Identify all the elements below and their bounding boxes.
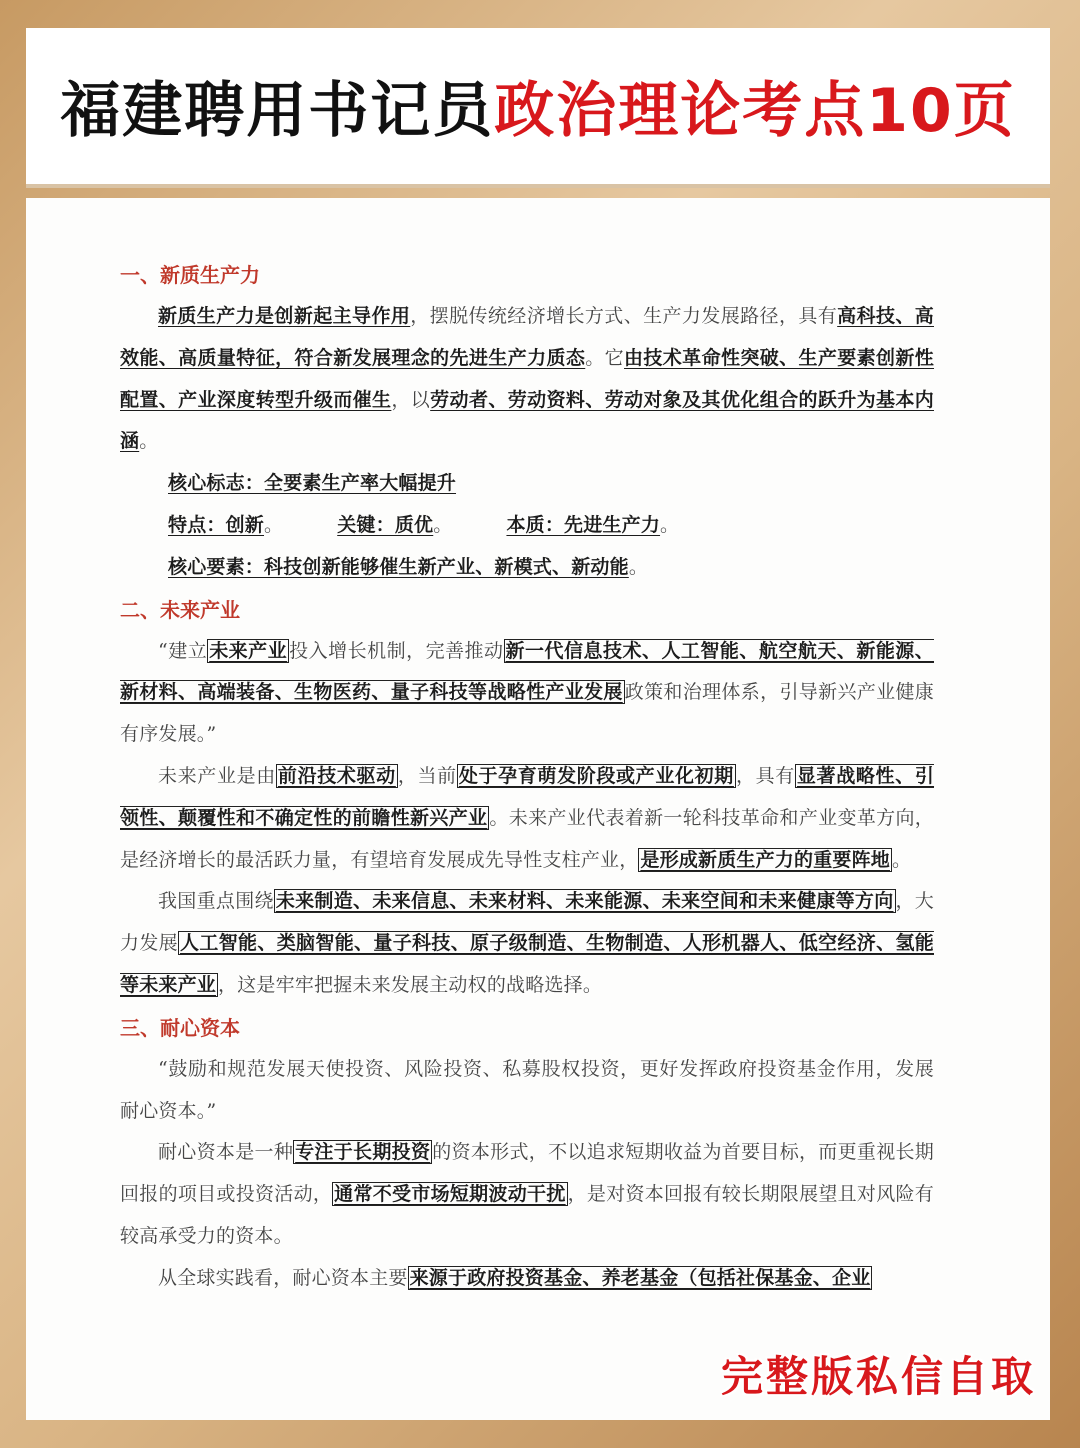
paragraph: 未来产业是由 前沿技术驱动 ，当前 处于孕育萌发阶段或产业化初期 ，具有 显著战略性、引领性、颠覆性和不确定性的前瞻性新兴产业 。未来产业代表着新一轮科技革命和产业变革方向，是经济增长的最活跃力量，有望培育发展成先导性支柱产业， 是形成新质生产力的重要阵地 。 [120,764,935,871]
underlined-text: 高科技、高效能、高质量特征，符合新发展理念的先进生产力质态 [120,305,934,369]
title-black: 福建聘用书记员 [60,76,495,146]
feature: 特点：创新 [168,513,265,536]
underlined-text: 由技术革命性突破、生产要素创新性配置、产业深度转型升级而催生 [120,346,935,411]
plain-text: ，摆脱传统经济增长方式、生产力发展路径，具有 [410,305,838,327]
section-1-body [120,296,934,589]
plain-text: 。 [139,430,159,453]
boxed-text: 显著战略性、引领性、颠覆性和不确定性的前瞻性新兴产业 [120,764,935,829]
key: 关键：质优 [337,513,434,536]
paragraph: 从全球实践看，耐心资本主要 来源于政府投资基金、养老基金（包括社保基金、企业 [158,1266,871,1289]
boxed-text: 新一代信息技术、人工智能、航空航天、新能源、新材料、高端装备、生物医药、量子科技等战略性产业发展 [120,639,934,704]
document-page [26,198,1050,1420]
core-sign: 核心标志：全要素生产率大幅提升 [168,472,457,495]
underlined-text: 新质生产力是创新起主导作用 [158,305,411,327]
traits-line: 特点：创新。 关键：质优。 本质：先进生产力。 [168,513,680,536]
cta-text: 完整版私信自取 [720,1352,1036,1401]
title-red: 政治理论考点10页 [494,76,1016,146]
paragraph: 我国重点围绕 未来制造、未来信息、未来材料、未来能源、未来空间和未来健康等方向 ，大力发展 人工智能、类脑智能、量子科技、原子级制造、生物制造、人形机器人、低空经济、氢能等未来产业 ，这是牢牢把握未来发展主动权的战略选择。 [120,890,935,996]
section-3-body [120,1049,934,1300]
boxed-text: 是形成新质生产力的重要阵地 [640,848,891,871]
boxed-text: 通常不受市场短期波动干扰 [334,1183,566,1206]
boxed-text: 人工智能、类脑智能、量子科技、原子级制造、生物制造、人形机器人、低空经济、氢能等未来产业 [120,932,934,996]
core-sign-line [120,463,934,505]
plain-text: ，以 [391,388,431,411]
underlined-text: 劳动者、劳动资料、劳动对象及其优化组合的跃升为基本内涵 [120,388,934,453]
title-banner [26,28,1050,188]
section-heading-3: 三、耐心资本 [120,1015,240,1040]
core-elements: 核心要素：科技创新能够催生新产业、新模式、新动能 [168,555,629,578]
paragraph: “建立 未来产业 投入增长机制，完善推动 新一代信息技术、人工智能、航空航天、新能源、新材料、高端装备、生物医药、量子科技等战略性产业发展 政策和治理体系，引导新兴产业健康有序发展。” [120,639,934,746]
boxed-text: 专注于长期投资 [295,1141,431,1164]
boxed-text: 来源于政府投资基金、养老基金（包括社保基金、企业 [409,1266,871,1289]
essence: 本质：先进生产力 [506,513,661,536]
plain-text: 。它 [585,346,625,369]
paragraph: 耐心资本是一种 专注于长期投资 的资本形式，不以追求短期收益为首要目标，而更重视长期回报的项目或投资活动， 通常不受市场短期波动干扰 ，是对资本回报有较长期限展望且对风险有较高承受力的资本。 [120,1141,935,1247]
boxed-text: 前沿技术驱动 [277,764,396,787]
boxed-text: 未来产业 [209,639,288,662]
boxed-text: 处于孕育萌发阶段或产业化初期 [458,764,734,787]
paragraph [120,296,934,463]
core-elements-line: 核心要素：科技创新能够催生新产业、新模式、新动能。 [168,555,649,578]
paragraph: “鼓励和规范发展天使投资、风险投资、私募股权投资，更好发挥政府投资基金作用，发展耐心资本。” [120,1057,934,1122]
boxed-text: 未来制造、未来信息、未来材料、未来能源、未来空间和未来健康等方向 [275,890,894,913]
section-heading-1: 一、新质生产力 [120,263,260,287]
section-heading-2: 二、未来产业 [120,597,240,622]
section-2-body [120,631,934,1007]
